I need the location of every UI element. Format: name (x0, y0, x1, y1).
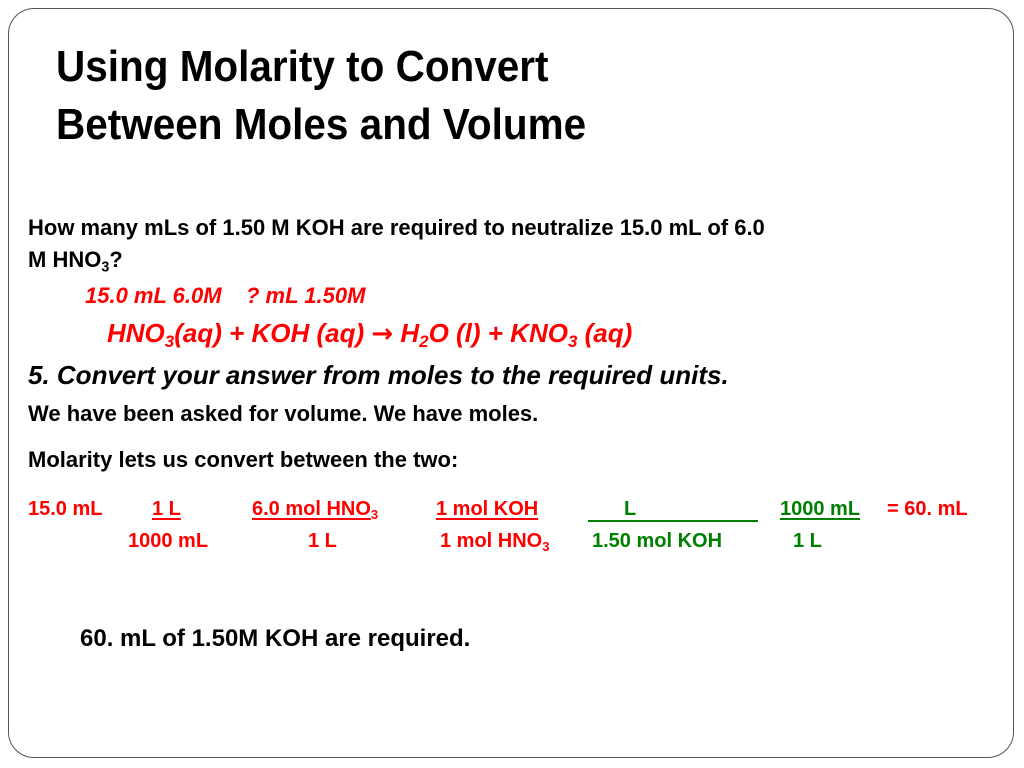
givens-line: 15.0 mL 6.0M ? mL 1.50M (85, 283, 366, 308)
reaction-arrow-icon: → (371, 319, 394, 349)
question-line-1 (28, 214, 765, 242)
eq-reactant-hno: HNO (107, 318, 165, 348)
calc-factor5-den: 1 L (793, 530, 822, 552)
final-answer: 60. mL of 1.50M KOH are required. (80, 625, 471, 652)
question-text-a: How many mLs of 1.50 M KOH are required to neutralize 15.0 mL of 6.0 (28, 215, 765, 240)
explain-line-1: We have been asked for volume. We have moles. (28, 401, 539, 426)
eq-reactant-koh: (aq) + KOH (aq) (174, 318, 372, 348)
calc-factor3-num: 1 mol KOH (436, 498, 539, 520)
question-line-2 (28, 246, 123, 274)
calc-factor3-den: 1 mol $HNO_3$ (440, 530, 550, 554)
question-subscript: 3 (101, 259, 110, 276)
step-heading: 5. Convert your answer from moles to the required units. (28, 360, 729, 390)
question-text-b: M HNO (28, 247, 102, 272)
eq-product-kno: O (l) + KNO (428, 318, 568, 348)
eq-sub-3b: 3 (567, 332, 578, 352)
calc-factor2-num: 6.0 mol $HNO_3$ (252, 498, 379, 522)
eq-sub-3a: 3 (164, 332, 175, 352)
slide-title (56, 38, 755, 154)
calc-factor2-den: 1 L (308, 530, 337, 552)
question-mark: ? (109, 247, 123, 272)
calc-factor4-num: L (588, 497, 758, 522)
title-line-1: Using Molarity to Convert (56, 42, 549, 91)
eq-product-state: (aq) (577, 318, 633, 348)
chemical-equation (107, 318, 633, 352)
eq-sub-2: 2 (419, 332, 429, 352)
calc-factor4-den: 1.50 mol KOH (592, 530, 723, 552)
calc-result: = 60. mL (887, 498, 968, 520)
calc-factor5-num: 1000 mL (780, 498, 861, 520)
calc-start: 15.0 mL (28, 498, 103, 520)
calc-factor1-num: 1 L (152, 498, 181, 520)
eq-product-h: H (393, 318, 420, 348)
title-line-2: Between Moles and Volume (56, 100, 587, 149)
explain-line-2: Molarity lets us convert between the two: (28, 447, 459, 472)
calc-factor1-den: 1000 mL (128, 530, 209, 552)
